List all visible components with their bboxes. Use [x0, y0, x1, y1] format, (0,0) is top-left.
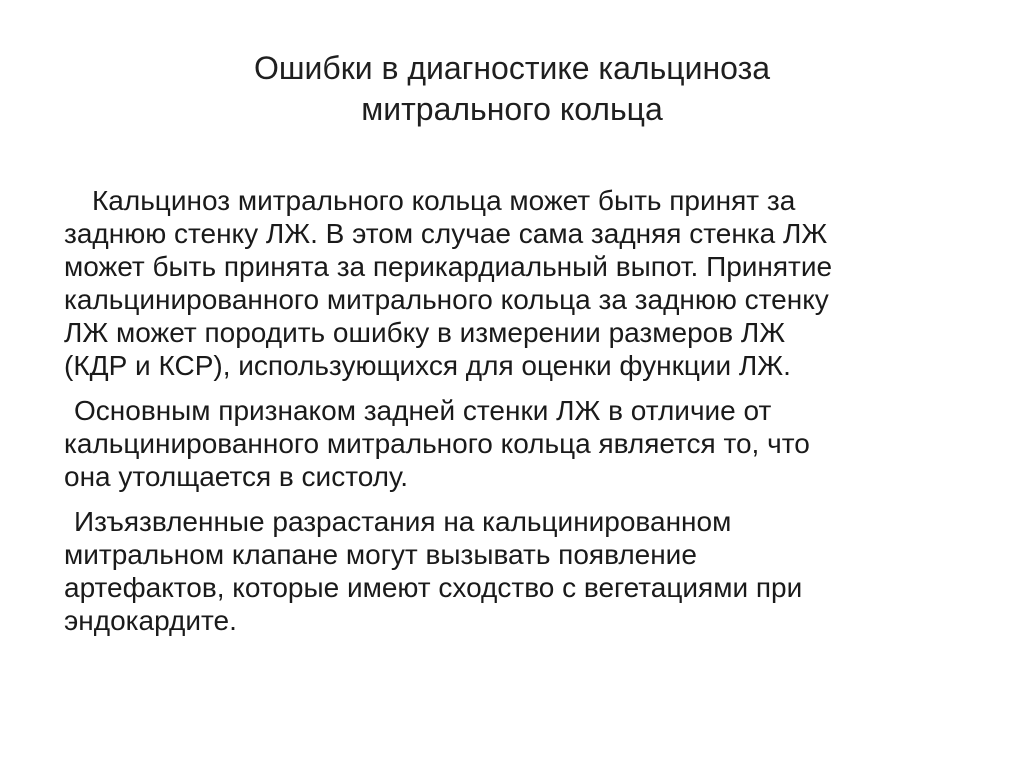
slide-body: [64, 184, 974, 649]
slide-title-line-2: митрального кольца: [361, 91, 663, 127]
paragraph-calcinosis-misidentification: Кальциноз митрального кольца может быть принят за заднюю стенку ЛЖ. В этом случае сама задняя стенка ЛЖ может быть принята за перикардиальный выпот. Принятие кальцинированного митрального кольца за заднюю стенку ЛЖ может породить ошибку в измерении размеров ЛЖ (КДР и КСР), использующихся для оценки функции ЛЖ.: [64, 185, 833, 381]
paragraph-posterior-wall-sign: Основным признаком задней стенки ЛЖ в отличие от кальцинированного митрального кольца является то, что она утолщается в систолу.: [64, 395, 810, 492]
slide-title-line-1: Ошибки в диагностике кальциноза: [253, 50, 771, 86]
paragraph-ulcerated-growths: Изъязвленные разрастания на кальцинированном митральном клапане могут вызывать появление артефактов, которые имеют сходство с вегетациями при эндокардите.: [64, 506, 803, 636]
slide-title: [112, 48, 912, 130]
